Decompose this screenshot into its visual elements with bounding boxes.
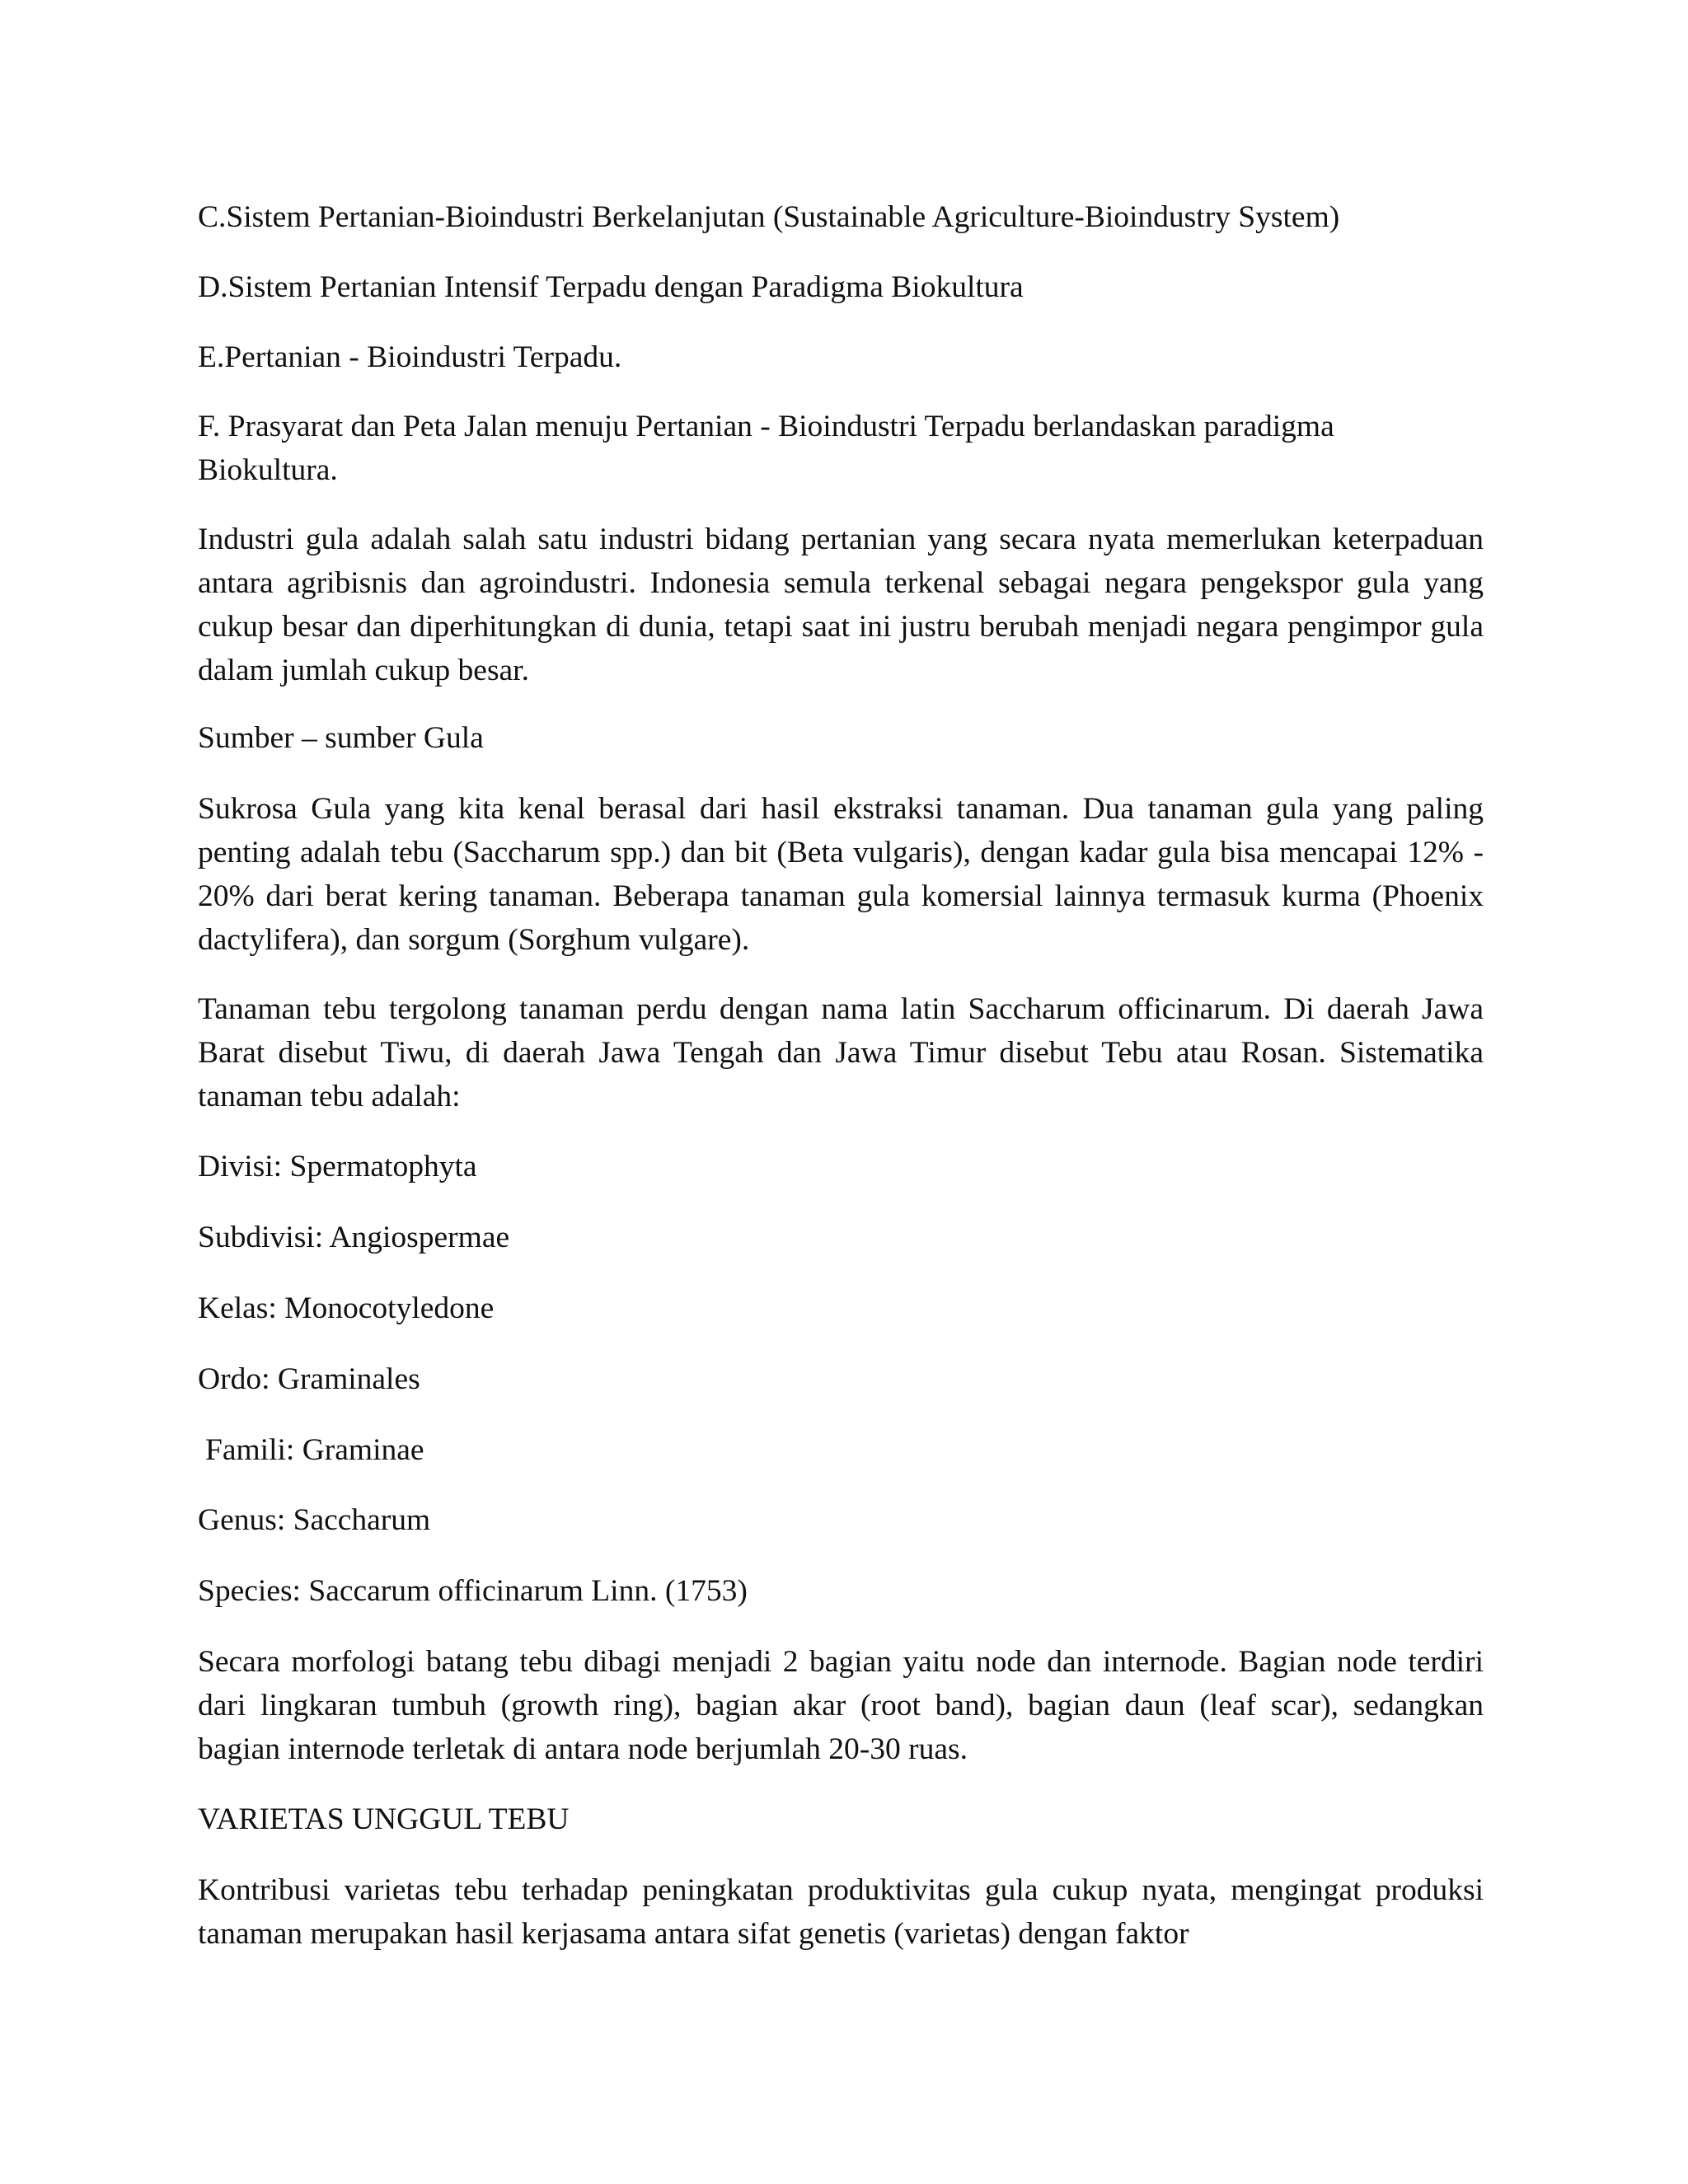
paragraph-morfologi: Secara morfologi batang tebu dibagi menjadi 2 bagian yaitu node dan internode. Bagian node terdiri dari lingkaran tumbuh (growth ring), bagian akar (root band), bagian daun (leaf scar), sedangkan bagian internode terletak di antara node berjumlah 20-30 ruas. — [198, 1645, 1484, 1766]
paragraph-industri-gula: Industri gula adalah salah satu industri bidang pertanian yang secara nyata memerlukan keterpaduan antara agribisnis dan agroindustri. Indonesia semula terkenal sebagai negara pengekspor gula yang cukup besar dan diperhitungkan di dunia, tetapi saat ini justru berubah menjadi negara pengimpor gula dalam jumlah cukup besar. — [198, 523, 1484, 687]
heading-sumber-gula: Sumber – sumber Gula — [198, 721, 484, 755]
taxonomy-subdivisi: Subdivisi: Angiospermae — [198, 1221, 510, 1254]
taxonomy-genus: Genus: Saccharum — [198, 1503, 431, 1537]
taxonomy-kelas: Kelas: Monocotyledone — [198, 1291, 495, 1325]
taxonomy-ordo: Ordo: Graminales — [198, 1362, 420, 1396]
heading-e: E.Pertanian - Bioindustri Terpadu. — [198, 340, 622, 374]
taxonomy-famili: Famili: Graminae — [205, 1433, 424, 1467]
taxonomy-divisi: Divisi: Spermatophyta — [198, 1150, 477, 1183]
heading-c: C.Sistem Pertanian-Bioindustri Berkelanjutan (Sustainable Agriculture-Bioindustry System) — [198, 200, 1340, 234]
paragraph-tanaman-tebu: Tanaman tebu tergolong tanaman perdu dengan nama latin Saccharum officinarum. Di daerah Jawa Barat disebut Tiwu, di daerah Jawa Tengah dan Jawa Timur disebut Tebu atau Rosan. Sistematika tanaman tebu adalah: — [198, 992, 1484, 1113]
heading-f: F. Prasyarat dan Peta Jalan menuju Pertanian - Bioindustri Terpadu berlandaskan paradigma Biokultura. — [198, 410, 1334, 487]
heading-varietas-unggul: VARIETAS UNGGUL TEBU — [198, 1802, 570, 1836]
heading-d: D.Sistem Pertanian Intensif Terpadu dengan Paradigma Biokultura — [198, 270, 1024, 304]
taxonomy-species: Species: Saccarum officinarum Linn. (1753) — [198, 1574, 748, 1608]
paragraph-kontribusi: Kontribusi varietas tebu terhadap peningkatan produktivitas gula cukup nyata, mengingat produksi tanaman merupakan hasil kerjasama antara sifat genetis (varietas) dengan faktor — [198, 1873, 1484, 1951]
paragraph-sukrosa: Sukrosa Gula yang kita kenal berasal dari hasil ekstraksi tanaman. Dua tanaman gula yang paling penting adalah tebu (Saccharum spp.) dan bit (Beta vulgaris), dengan kadar gula bisa mencapai 12% - 20% dari berat kering tanaman. Beberapa tanaman gula komersial lainnya termasuk kurma (Phoenix dactylifera), dan sorgum (Sorghum vulgare). — [198, 792, 1484, 957]
